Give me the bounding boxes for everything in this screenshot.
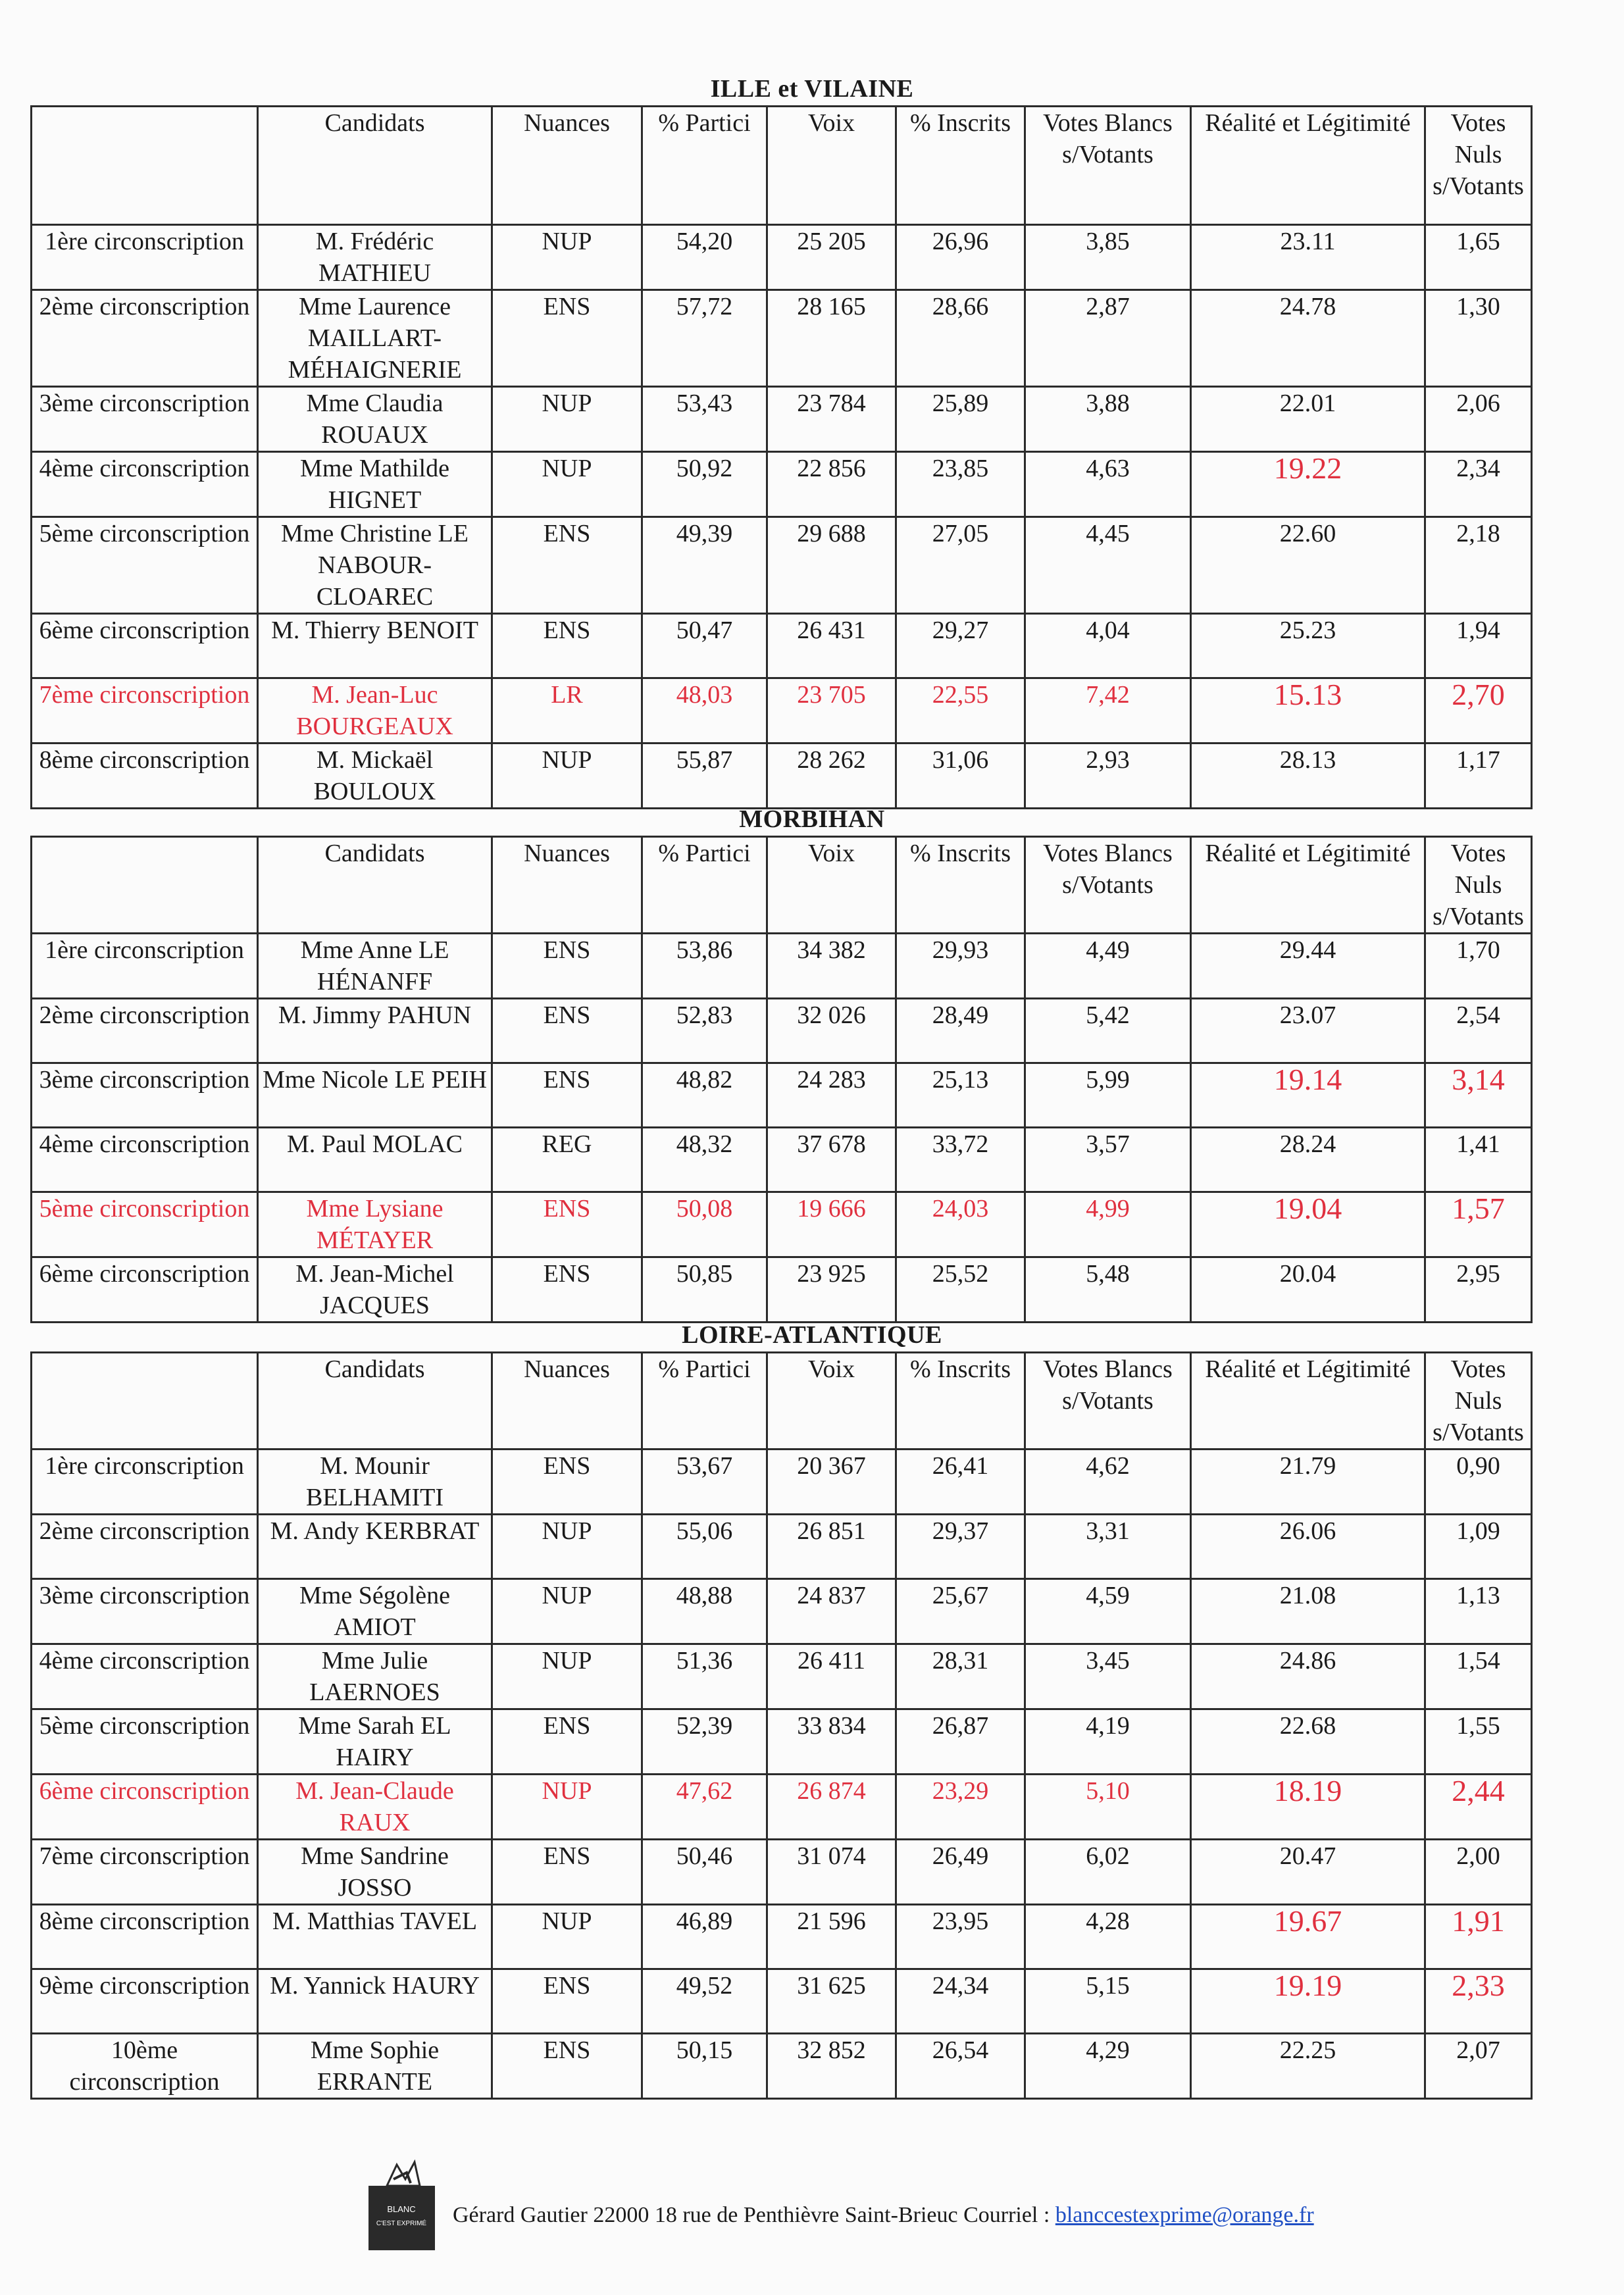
blancs-cell: 4,28 [1025,1905,1191,1969]
realite-cell: 25.23 [1191,614,1425,678]
nuance-cell: ENS [492,614,642,678]
column-header: Réalité et Légitimité [1191,1353,1425,1450]
results-table-morbihan [30,836,1533,1323]
blancs-cell: 4,63 [1025,452,1191,517]
realite-cell: 22.25 [1191,2034,1425,2099]
voix-cell: 22 856 [767,452,896,517]
circonscription-cell: 7ème circonscription [32,1840,258,1905]
partici-cell: 50,47 [642,614,767,678]
nuance-cell: NUP [492,1579,642,1644]
nuance-cell: NUP [492,387,642,452]
voix-cell: 32 026 [767,999,896,1063]
candidat-cell: Mme Nicole LE PEIH [258,1063,492,1128]
results-table-loire-atlantique [30,1351,1533,2100]
nuls-cell: 2,70 [1425,678,1532,744]
section-title-loire-atlantique: LOIRE-ATLANTIQUE [682,1321,942,1349]
nuls-cell: 2,06 [1425,387,1532,452]
column-header: Nuances [492,107,642,225]
nuls-cell: 1,91 [1425,1905,1532,1969]
realite-cell: 21.79 [1191,1450,1425,1515]
inscrits-cell: 29,93 [896,934,1025,999]
nuance-cell: NUP [492,452,642,517]
nuance-cell: ENS [492,1063,642,1128]
candidat-cell: M. Paul MOLAC [258,1128,492,1192]
nuls-cell: 2,34 [1425,452,1532,517]
partici-cell: 49,52 [642,1969,767,2034]
circonscription-cell: 9ème circonscription [32,1969,258,2034]
nuls-cell: 1,65 [1425,225,1532,290]
nuls-cell: 1,41 [1425,1128,1532,1192]
header-blank-cell [32,1353,258,1450]
table-row [32,290,1532,387]
partici-cell: 48,03 [642,678,767,744]
nuance-cell: ENS [492,1840,642,1905]
inscrits-cell: 29,27 [896,614,1025,678]
inscrits-cell: 28,31 [896,1644,1025,1709]
column-header: Votes Nuls s/Votants [1425,1353,1532,1450]
circonscription-cell: 2ème circonscription [32,999,258,1063]
realite-cell: 15.13 [1191,678,1425,744]
voix-cell: 34 382 [767,934,896,999]
nuance-cell: ENS [492,1450,642,1515]
column-header: Nuances [492,1353,642,1450]
blancs-cell: 7,42 [1025,678,1191,744]
voix-cell: 26 411 [767,1644,896,1709]
inscrits-cell: 26,96 [896,225,1025,290]
realite-cell: 23.11 [1191,225,1425,290]
column-header: % Inscrits [896,107,1025,225]
voix-cell: 20 367 [767,1450,896,1515]
table-row [32,1840,1532,1905]
nuls-cell: 2,44 [1425,1775,1532,1840]
column-header: % Partici [642,837,767,934]
voix-cell: 21 596 [767,1905,896,1969]
table-row [32,1644,1532,1709]
nuance-cell: ENS [492,517,642,614]
nuls-cell: 1,17 [1425,744,1532,809]
voix-cell: 33 834 [767,1709,896,1775]
partici-cell: 48,88 [642,1579,767,1644]
partici-cell: 55,06 [642,1515,767,1579]
blancs-cell: 5,99 [1025,1063,1191,1128]
column-header: Votes Blancs s/Votants [1025,1353,1191,1450]
inscrits-cell: 28,66 [896,290,1025,387]
inscrits-cell: 25,13 [896,1063,1025,1128]
table-row [32,387,1532,452]
header-row [32,837,1532,934]
table-row [32,1515,1532,1579]
blancs-cell: 5,42 [1025,999,1191,1063]
blancs-cell: 2,87 [1025,290,1191,387]
voix-cell: 28 165 [767,290,896,387]
voix-cell: 26 851 [767,1515,896,1579]
candidat-cell: M. Thierry BENOIT [258,614,492,678]
column-header: % Inscrits [896,1353,1025,1450]
nuance-cell: NUP [492,1775,642,1840]
candidat-cell: Mme Sandrine JOSSO [258,1840,492,1905]
blancs-cell: 4,45 [1025,517,1191,614]
candidat-cell: Mme Lysiane MÉTAYER [258,1192,492,1257]
circonscription-cell: 4ème circonscription [32,1128,258,1192]
blancs-cell: 4,49 [1025,934,1191,999]
partici-cell: 50,08 [642,1192,767,1257]
inscrits-cell: 33,72 [896,1128,1025,1192]
footer-email-link[interactable]: blanccestexprime@orange.fr [1055,2203,1314,2227]
column-header: Voix [767,1353,896,1450]
candidat-cell: M. Yannick HAURY [258,1969,492,2034]
table-row [32,1709,1532,1775]
blancs-cell: 3,85 [1025,225,1191,290]
nuls-cell: 1,57 [1425,1192,1532,1257]
candidat-cell: Mme Mathilde HIGNET [258,452,492,517]
voix-cell: 26 431 [767,614,896,678]
nuls-cell: 2,00 [1425,1840,1532,1905]
blancs-cell: 5,48 [1025,1257,1191,1323]
header-row [32,1353,1532,1450]
candidat-cell: Mme Laurence MAILLART-MÉHAIGNERIE [258,290,492,387]
circonscription-cell: 3ème circonscription [32,1063,258,1128]
voix-cell: 31 074 [767,1840,896,1905]
realite-cell: 26.06 [1191,1515,1425,1579]
circonscription-cell: 1ère circonscription [32,934,258,999]
inscrits-cell: 26,49 [896,1840,1025,1905]
circonscription-cell: 2ème circonscription [32,290,258,387]
blancs-cell: 4,19 [1025,1709,1191,1775]
nuance-cell: NUP [492,744,642,809]
circonscription-cell: 4ème circonscription [32,452,258,517]
inscrits-cell: 27,05 [896,517,1025,614]
inscrits-cell: 22,55 [896,678,1025,744]
partici-cell: 53,67 [642,1450,767,1515]
inscrits-cell: 29,37 [896,1515,1025,1579]
partici-cell: 50,85 [642,1257,767,1323]
nuance-cell: ENS [492,1257,642,1323]
voix-cell: 23 784 [767,387,896,452]
footer-address: Gérard Gautier 22000 18 rue de Penthièvre Saint-Brieuc Courriel : [453,2203,1055,2227]
column-header: Candidats [258,107,492,225]
nuls-cell: 2,07 [1425,2034,1532,2099]
blancs-cell: 2,93 [1025,744,1191,809]
column-header: Votes Blancs s/Votants [1025,837,1191,934]
circonscription-cell: 4ème circonscription [32,1644,258,1709]
column-header: Réalité et Légitimité [1191,107,1425,225]
table-row [32,1969,1532,2034]
realite-cell: 19.04 [1191,1192,1425,1257]
table-row [32,1128,1532,1192]
circonscription-cell: 1ère circonscription [32,225,258,290]
realite-cell: 28.13 [1191,744,1425,809]
nuls-cell: 2,18 [1425,517,1532,614]
inscrits-cell: 23,29 [896,1775,1025,1840]
circonscription-cell: 6ème circonscription [32,614,258,678]
partici-cell: 54,20 [642,225,767,290]
table-row [32,1775,1532,1840]
column-header: Réalité et Légitimité [1191,837,1425,934]
blancs-cell: 3,31 [1025,1515,1191,1579]
circonscription-cell: 3ème circonscription [32,1579,258,1644]
voix-cell: 24 283 [767,1063,896,1128]
circonscription-cell: 8ème circonscription [32,744,258,809]
realite-cell: 21.08 [1191,1579,1425,1644]
table-row [32,999,1532,1063]
voix-cell: 26 874 [767,1775,896,1840]
table-row [32,744,1532,809]
realite-cell: 20.47 [1191,1840,1425,1905]
table-row [32,614,1532,678]
candidat-cell: M. Frédéric MATHIEU [258,225,492,290]
column-header: % Partici [642,107,767,225]
voix-cell: 29 688 [767,517,896,614]
nuance-cell: ENS [492,1969,642,2034]
circonscription-cell: 1ère circonscription [32,1450,258,1515]
candidat-cell: M. Mickaël BOULOUX [258,744,492,809]
nuance-cell: ENS [492,1709,642,1775]
nuls-cell: 1,54 [1425,1644,1532,1709]
partici-cell: 48,32 [642,1128,767,1192]
table-row [32,1905,1532,1969]
voix-cell: 31 625 [767,1969,896,2034]
column-header: Voix [767,837,896,934]
candidat-cell: M. Jimmy PAHUN [258,999,492,1063]
table-row [32,2034,1532,2099]
candidat-cell: M. Jean-Claude RAUX [258,1775,492,1840]
blancs-cell: 4,59 [1025,1579,1191,1644]
candidat-cell: Mme Claudia ROUAUX [258,387,492,452]
voix-cell: 19 666 [767,1192,896,1257]
inscrits-cell: 26,54 [896,2034,1025,2099]
table-row [32,678,1532,744]
candidat-cell: M. Mounir BELHAMITI [258,1450,492,1515]
nuance-cell: LR [492,678,642,744]
nuance-cell: ENS [492,290,642,387]
partici-cell: 49,39 [642,517,767,614]
inscrits-cell: 24,03 [896,1192,1025,1257]
nuance-cell: REG [492,1128,642,1192]
voix-cell: 37 678 [767,1128,896,1192]
candidat-cell: M. Jean-Luc BOURGEAUX [258,678,492,744]
header-blank-cell [32,107,258,225]
nuls-cell: 3,14 [1425,1063,1532,1128]
header-row [32,107,1532,225]
circonscription-cell: 6ème circonscription [32,1775,258,1840]
inscrits-cell: 25,52 [896,1257,1025,1323]
voix-cell: 24 837 [767,1579,896,1644]
voix-cell: 23 705 [767,678,896,744]
inscrits-cell: 23,85 [896,452,1025,517]
table-row [32,517,1532,614]
inscrits-cell: 25,89 [896,387,1025,452]
realite-cell: 19.19 [1191,1969,1425,2034]
blancs-cell: 5,10 [1025,1775,1191,1840]
candidat-cell: M. Jean-Michel JACQUES [258,1257,492,1323]
voix-cell: 32 852 [767,2034,896,2099]
partici-cell: 55,87 [642,744,767,809]
column-header: Candidats [258,1353,492,1450]
blancs-cell: 6,02 [1025,1840,1191,1905]
column-header: Voix [767,107,896,225]
table-row [32,225,1532,290]
candidat-cell: Mme Ségolène AMIOT [258,1579,492,1644]
nuls-cell: 1,13 [1425,1579,1532,1644]
section-title-morbihan: MORBIHAN [739,805,885,833]
inscrits-cell: 31,06 [896,744,1025,809]
partici-cell: 53,86 [642,934,767,999]
table-row [32,1192,1532,1257]
column-header: Votes Blancs s/Votants [1025,107,1191,225]
partici-cell: 52,83 [642,999,767,1063]
candidat-cell: Mme Anne LE HÉNANFF [258,934,492,999]
blancs-cell: 5,15 [1025,1969,1191,2034]
circonscription-cell: 8ème circonscription [32,1905,258,1969]
nuls-cell: 2,54 [1425,999,1532,1063]
nuls-cell: 2,95 [1425,1257,1532,1323]
realite-cell: 29.44 [1191,934,1425,999]
nuance-cell: NUP [492,1905,642,1969]
results-table-ille-et-vilaine [30,105,1533,809]
column-header: % Partici [642,1353,767,1450]
inscrits-cell: 23,95 [896,1905,1025,1969]
partici-cell: 50,15 [642,2034,767,2099]
blancs-cell: 4,29 [1025,2034,1191,2099]
inscrits-cell: 24,34 [896,1969,1025,2034]
nuls-cell: 2,33 [1425,1969,1532,2034]
candidat-cell: Mme Sophie ERRANTE [258,2034,492,2099]
partici-cell: 57,72 [642,290,767,387]
partici-cell: 53,43 [642,387,767,452]
section-title-ille-et-vilaine: ILLE et VILAINE [710,75,914,103]
footer-contact [453,2203,1314,2228]
nuance-cell: ENS [492,2034,642,2099]
table-row [32,452,1532,517]
column-header: Votes Nuls s/Votants [1425,837,1532,934]
realite-cell: 22.68 [1191,1709,1425,1775]
nuance-cell: ENS [492,999,642,1063]
blancs-cell: 4,04 [1025,614,1191,678]
circonscription-cell: 5ème circonscription [32,517,258,614]
realite-cell: 19.67 [1191,1905,1425,1969]
partici-cell: 47,62 [642,1775,767,1840]
blancs-cell: 4,62 [1025,1450,1191,1515]
table-row [32,1579,1532,1644]
svg-text:C'EST EXPRIMÉ: C'EST EXPRIMÉ [376,2220,427,2227]
nuls-cell: 1,70 [1425,934,1532,999]
candidat-cell: Mme Sarah EL HAIRY [258,1709,492,1775]
realite-cell: 19.22 [1191,452,1425,517]
nuance-cell: NUP [492,1644,642,1709]
realite-cell: 22.60 [1191,517,1425,614]
svg-text:BLANC: BLANC [387,2204,416,2214]
blancs-cell: 3,57 [1025,1128,1191,1192]
table-row [32,1257,1532,1323]
circonscription-cell: 10ème circonscription [32,2034,258,2099]
realite-cell: 24.78 [1191,290,1425,387]
realite-cell: 22.01 [1191,387,1425,452]
realite-cell: 23.07 [1191,999,1425,1063]
partici-cell: 48,82 [642,1063,767,1128]
circonscription-cell: 7ème circonscription [32,678,258,744]
table-row [32,934,1532,999]
nuance-cell: NUP [492,225,642,290]
table-row [32,1063,1532,1128]
partici-cell: 51,36 [642,1644,767,1709]
voix-cell: 23 925 [767,1257,896,1323]
header-blank-cell [32,837,258,934]
column-header: Nuances [492,837,642,934]
nuls-cell: 1,94 [1425,614,1532,678]
circonscription-cell: 3ème circonscription [32,387,258,452]
circonscription-cell: 2ème circonscription [32,1515,258,1579]
nuance-cell: ENS [492,934,642,999]
blancs-cell: 4,99 [1025,1192,1191,1257]
nuls-cell: 1,55 [1425,1709,1532,1775]
column-header: Votes Nuls s/Votants [1425,107,1532,225]
nuls-cell: 1,30 [1425,290,1532,387]
inscrits-cell: 28,49 [896,999,1025,1063]
realite-cell: 19.14 [1191,1063,1425,1128]
circonscription-cell: 5ème circonscription [32,1709,258,1775]
inscrits-cell: 26,41 [896,1450,1025,1515]
partici-cell: 46,89 [642,1905,767,1969]
nuance-cell: NUP [492,1515,642,1579]
partici-cell: 50,92 [642,452,767,517]
partici-cell: 50,46 [642,1840,767,1905]
inscrits-cell: 26,87 [896,1709,1025,1775]
realite-cell: 20.04 [1191,1257,1425,1323]
footer [367,2159,1552,2284]
blanc-cest-exprime-logo [367,2159,436,2252]
inscrits-cell: 25,67 [896,1579,1025,1644]
realite-cell: 24.86 [1191,1644,1425,1709]
nuance-cell: ENS [492,1192,642,1257]
circonscription-cell: 5ème circonscription [32,1192,258,1257]
circonscription-cell: 6ème circonscription [32,1257,258,1323]
column-header: % Inscrits [896,837,1025,934]
voix-cell: 25 205 [767,225,896,290]
blancs-cell: 3,45 [1025,1644,1191,1709]
table-row [32,1450,1532,1515]
nuls-cell: 1,09 [1425,1515,1532,1579]
realite-cell: 28.24 [1191,1128,1425,1192]
voix-cell: 28 262 [767,744,896,809]
realite-cell: 18.19 [1191,1775,1425,1840]
candidat-cell: M. Matthias TAVEL [258,1905,492,1969]
nuls-cell: 0,90 [1425,1450,1532,1515]
blancs-cell: 3,88 [1025,387,1191,452]
partici-cell: 52,39 [642,1709,767,1775]
candidat-cell: Mme Julie LAERNOES [258,1644,492,1709]
candidat-cell: Mme Christine LE NABOUR-CLOAREC [258,517,492,614]
candidat-cell: M. Andy KERBRAT [258,1515,492,1579]
column-header: Candidats [258,837,492,934]
